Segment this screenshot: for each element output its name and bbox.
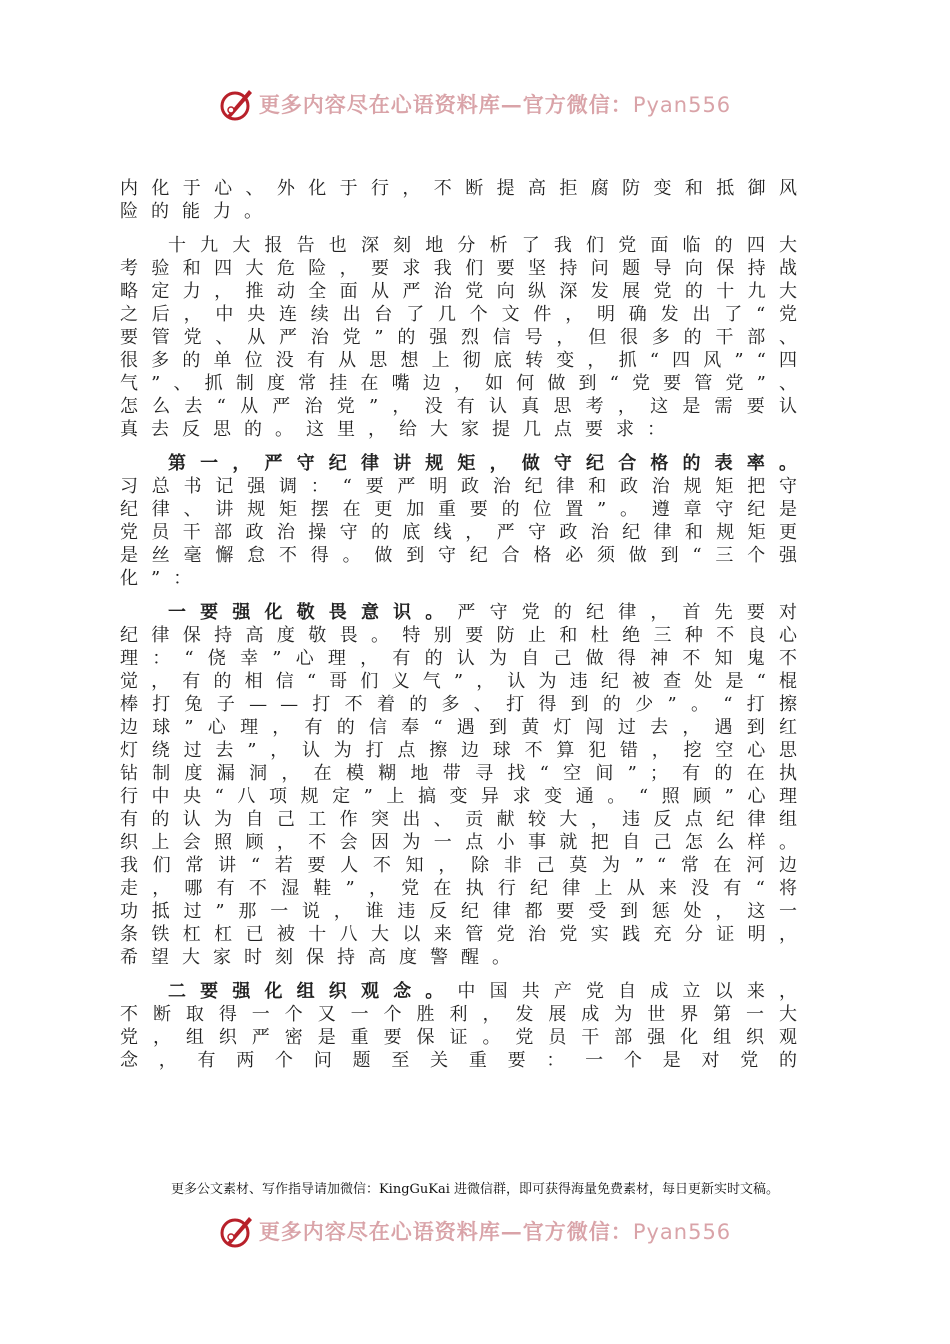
- paragraph-heading: 第一，严守纪律讲规矩，做守纪合格的表率。: [168, 453, 810, 474]
- paragraph: 第一，严守纪律讲规矩，做守纪合格的表率。习总书记强调：“要严明政治纪律和政治规矩把守纪律、讲规矩摆在更加重要的位置”。遵章守纪是党员干部政治操守的底线，严守政治纪律和规矩更是丝毫懈怠不得。做到守纪合格必须做到“三个强化”：: [120, 453, 810, 589]
- paragraph: 十九大报告也深刻地分析了我们党面临的四大考验和四大危险，要求我们要坚持问题导向保持战略定力，推动全面从严治党向纵深发展党的十九大之后，中央连续出台了几个文件，明确发出了“党要管党、从严治党”的强烈信号，但很多的干部、很多的单位没有从思想上彻底转变，抓“四风”“四气”、抓制度常挂在嘴边，如何做到“党要管党”、怎么去“从严治党”，没有认真思考，这是需要认真去反思的。这里，给大家提几点要求：: [120, 235, 810, 440]
- quill-logo-icon: [219, 86, 255, 122]
- paragraph-heading: 一要强化敬畏意识。: [168, 602, 458, 623]
- banner-text: 更多内容尽在心语资料库—官方微信：Pyan556: [258, 92, 732, 117]
- paragraph: 二要强化组织观念。中国共产党自成立以来，不断取得一个又一个胜利，发展成为世界第一大党，组织严密是重要保证。党员干部强化组织观念，有两个问题至关重要：一个是对党的: [120, 981, 810, 1071]
- footer-note: 更多公文素材、写作指导请加微信：KingGuKai 进微信群，即可获得海量免费素材，每日更新实时文稿。: [170, 1182, 780, 1197]
- header-banner: [0, 84, 950, 124]
- quill-logo-icon: [219, 1213, 255, 1249]
- document-body: [120, 177, 810, 1072]
- paragraph: 内化于心、外化于行，不断提高拒腐防变和抵御风险的能力。: [120, 178, 810, 222]
- banner-text: 更多内容尽在心语资料库—官方微信：Pyan556: [258, 1219, 732, 1244]
- paragraph: 一要强化敬畏意识。严守党的纪律，首先要对纪律保持高度敬畏。特别要防止和杜绝三种不良心理：“侥幸”心理，有的认为自己做得神不知鬼不觉，有的相信“哥们义气”，认为违纪被查处是“棍棒打兔子——打不着的多、打得到的少”。“打擦边球”心理，有的信奉“遇到黄灯闯过去，遇到红灯绕过去”，认为打点擦边球不算犯错，挖空心思钻制度漏洞，在模糊地带寻找“空间”；有的在执行中央“八项规定”上搞变异求变通。“照顾”心理有的认为自己工作突出、贡献较大，违反点纪律组织上会照顾，不会因为一点小事就把自己怎么样。我们常讲“若要人不知，除非己莫为”“常在河边走，哪有不湿鞋”，党在执行纪律上从来没有“将功抵过”那一说，谁违反纪律都要受到惩处，这一条铁杠杠已被十八大以来管党治党实践充分证明，希望大家时刻保持高度警醒。: [120, 602, 810, 968]
- footer-banner: [0, 1211, 950, 1251]
- paragraph-heading: 二要强化组织观念。: [168, 981, 458, 1002]
